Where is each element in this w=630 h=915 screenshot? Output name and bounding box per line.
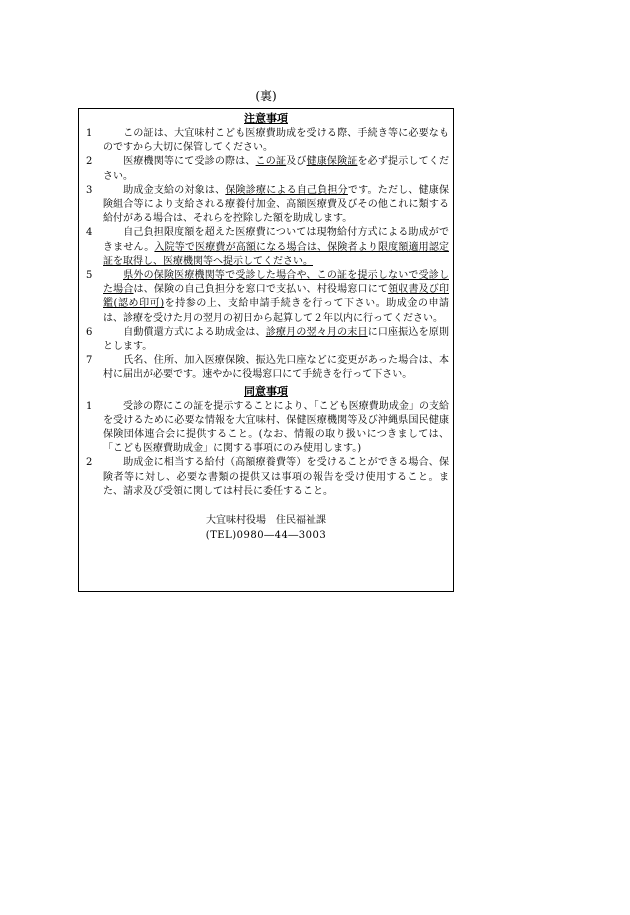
notes-item-text — [103, 269, 449, 326]
underlined-text: 健康保険証 — [306, 156, 358, 168]
consent-item-number: 1 — [86, 400, 93, 412]
notes-item-text — [103, 354, 449, 382]
consent-title: 同意事項 — [244, 384, 288, 398]
text-segment: 医療機関等にて受診の際は、 — [123, 156, 256, 168]
underlined-text: 保険診療による自己負担分 — [225, 184, 348, 196]
text-segment: 受診の際にこの証を提示することにより、「こども医療費助成金」の支給を受けるために必要な情報を大宜味村、保健医療機関等及び沖縄県国民健康保険団体連合会に提供すること。(なお、情報の取り扱いにつきましては、「こども医療費助成金」に関する事項にのみ使用します。) — [103, 400, 449, 455]
text-segment: 及び — [286, 156, 307, 168]
consent-item-text — [103, 456, 449, 499]
text-segment: 自己負担限度額を超えた医療費については現物給付方式による助成ができません。 — [103, 227, 449, 253]
text-segment: 氏名、住所、加入医療保険、振込先口座などに変更があった場合は、本村に届出が必要です。速やかに役場窓口にて手続きを行って下さい。 — [103, 355, 449, 381]
consent-list — [83, 400, 449, 499]
notes-item-text — [103, 155, 449, 183]
notes-item — [83, 354, 449, 382]
notice-box — [78, 108, 454, 592]
consent-item — [83, 456, 449, 499]
notes-item-text — [103, 184, 449, 227]
underlined-text: 県外の保険医療機関等で受診した場合や、この証を提示しないで受診した場合 — [103, 270, 449, 296]
consent-item-number: 2 — [86, 457, 93, 469]
office-name: 大宜味村役場 住民福祉課 — [206, 515, 326, 527]
notes-item-text — [103, 127, 449, 155]
text-segment: を持参の上、支給申請手続きを行って下さい。助成金の申請は、診療を受けた月の翌月の初日から起算して２年以内に行ってください。 — [103, 298, 450, 324]
notes-item-number: 6 — [86, 326, 93, 338]
underlined-text: この証 — [255, 156, 287, 168]
notice-content — [83, 110, 449, 543]
page-side-label: (裏) — [255, 89, 277, 103]
notes-item-text — [103, 226, 449, 269]
text-segment: です。ただし、健康保険組合等により支給される療養付加金、高額医療費及びその他これに類する給付がある場合は、それらを控除した額を助成します。 — [103, 184, 450, 225]
text-segment: 助成金支給の対象は、 — [123, 184, 226, 196]
notes-item-number: 2 — [86, 156, 93, 168]
consent-item-text — [103, 400, 449, 457]
notes-item-text — [103, 326, 449, 354]
text-segment: 自動償還方式による助成金は、 — [123, 326, 266, 338]
underlined-text: 診療月の翌々月の末日 — [265, 326, 368, 338]
contact-footer — [83, 513, 449, 543]
office-tel: (TEL)0980―44―3003 — [205, 530, 327, 542]
notes-item-number: 3 — [86, 184, 93, 196]
consent-item — [83, 400, 449, 457]
notes-item-number: 5 — [86, 270, 93, 282]
text-segment: は、保険の自己負担分を窓口で支払い、村役場窓口にて — [133, 284, 389, 296]
notes-item — [83, 127, 449, 155]
notes-item-number: 7 — [86, 355, 93, 367]
notes-item — [83, 269, 449, 326]
notes-item — [83, 326, 449, 354]
text-segment: 助成金に相当する給付（高額療養費等）を受けることができる場合、保険者等に対し、必要な書類の提供又は事項の報告を受け使用すること。また、請求及び受領に関しては村長に委任すること。 — [103, 457, 449, 497]
notes-item-number: 4 — [86, 227, 93, 239]
underlined-text: 入院等で医療費が高額になる場合は、保険者より限度額適用認定証を取得し、医療機関等へ提示してください。 — [103, 241, 449, 267]
underlined-text: 領収書及び印鑑(認め印可) — [103, 284, 450, 310]
notes-item-number: 1 — [86, 128, 93, 139]
notes-list — [83, 127, 449, 383]
notes-item — [83, 155, 449, 183]
notes-item — [83, 226, 449, 269]
text-segment: を必ず提示してください。 — [103, 156, 449, 182]
notes-title: 注意事項 — [244, 112, 288, 125]
text-segment: に口座振込を原則とします。 — [103, 326, 449, 353]
text-segment: この証は、大宜味村こども医療費助成を受ける際、手続き等に必要なものですから大切に保管してください。 — [103, 128, 449, 154]
notes-item — [83, 184, 449, 227]
